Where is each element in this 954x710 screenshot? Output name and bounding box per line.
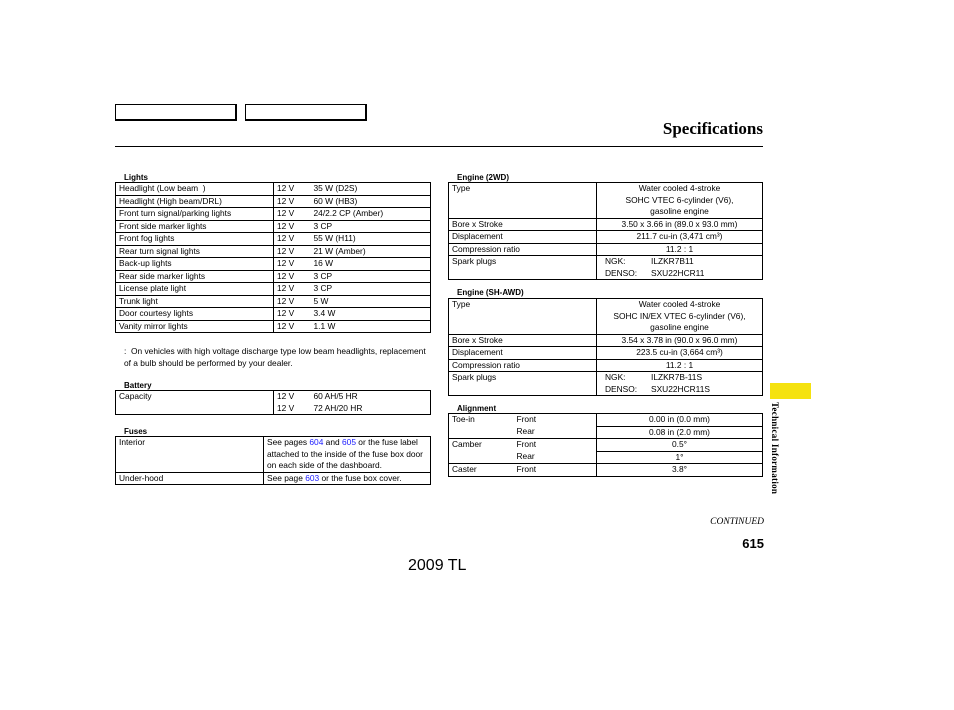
spark-label: Spark plugs bbox=[449, 256, 597, 280]
spark-label: Spark plugs bbox=[449, 372, 597, 396]
fuses-interior-label: Interior bbox=[116, 437, 264, 473]
light-rating: 5 W bbox=[311, 295, 431, 308]
light-rating: 3 CP bbox=[311, 220, 431, 233]
toein-rear-label: Rear bbox=[514, 426, 597, 439]
fuses-interior-value: See pages 604 and 605 or the fuse label attached to the inside of the fuse box door on each side of the dashboard. bbox=[264, 437, 431, 473]
compression-label: Compression ratio bbox=[449, 359, 597, 372]
alignment-heading: Alignment bbox=[457, 404, 497, 413]
table-row bbox=[116, 183, 431, 196]
lights-table bbox=[115, 182, 431, 333]
light-name: Headlight (High beam/DRL) bbox=[116, 195, 274, 208]
light-volts: 12 V bbox=[274, 183, 311, 196]
battery-heading: Battery bbox=[124, 381, 152, 390]
table-row bbox=[449, 414, 763, 427]
table-row bbox=[116, 308, 431, 321]
light-volts: 12 V bbox=[274, 283, 311, 296]
light-volts: 12 V bbox=[274, 233, 311, 246]
fuses-table bbox=[115, 436, 431, 485]
page-title: Specifications bbox=[662, 119, 763, 138]
compression-label: Compression ratio bbox=[449, 243, 597, 256]
engine-type-label: Type bbox=[449, 183, 597, 219]
displacement-label: Displacement bbox=[449, 347, 597, 360]
lights-heading: Lights bbox=[124, 173, 148, 182]
bore-value: 3.54 x 3.78 in (90.0 x 96.0 mm) bbox=[597, 334, 763, 347]
table-row bbox=[116, 245, 431, 258]
light-rating: 3 CP bbox=[311, 270, 431, 283]
nav-box-next[interactable] bbox=[245, 104, 367, 121]
fuses-underhood-value: See page 603 or the fuse box cover. bbox=[264, 472, 431, 485]
table-row bbox=[449, 183, 763, 219]
battery-label: Capacity bbox=[116, 391, 274, 415]
spark-value: NGK: ILZKR7B11 DENSO: SXU22HCR11 bbox=[597, 256, 763, 280]
light-name: Trunk light bbox=[116, 295, 274, 308]
light-rating: 3 CP bbox=[311, 283, 431, 296]
fuses-underhood-label: Under-hood bbox=[116, 472, 264, 485]
table-row bbox=[116, 233, 431, 246]
camber-front-value: 0.5° bbox=[597, 439, 763, 452]
compression-value: 11.2 : 1 bbox=[597, 359, 763, 372]
camber-label: Camber bbox=[449, 439, 514, 464]
alignment-table bbox=[448, 413, 763, 477]
table-row bbox=[116, 295, 431, 308]
table-row bbox=[116, 391, 431, 415]
toein-rear-value: 0.08 in (2.0 mm) bbox=[597, 426, 763, 439]
page-link-603[interactable]: 603 bbox=[305, 472, 320, 483]
light-rating: 24/2.2 CP (Amber) bbox=[311, 208, 431, 221]
model-label: 2009 TL bbox=[408, 557, 467, 574]
table-row bbox=[116, 195, 431, 208]
table-row bbox=[449, 299, 763, 335]
table-row bbox=[449, 334, 763, 347]
light-volts: 12 V bbox=[274, 308, 311, 321]
table-row bbox=[116, 270, 431, 283]
table-row bbox=[116, 283, 431, 296]
light-volts: 12 V bbox=[274, 320, 311, 333]
light-volts: 12 V bbox=[274, 245, 311, 258]
light-rating: 55 W (H11) bbox=[311, 233, 431, 246]
lights-note: : On vehicles with high voltage discharge type low beam headlights, replacement of a bulb should be performed by your dealer. bbox=[124, 346, 426, 368]
engine-type-value: Water cooled 4-stroke SOHC VTEC 6-cylinder (V6), gasoline engine bbox=[597, 183, 763, 219]
toein-label: Toe-in bbox=[449, 414, 514, 439]
engine-awd-table bbox=[448, 298, 763, 396]
table-row bbox=[449, 243, 763, 256]
compression-value: 11.2 : 1 bbox=[597, 243, 763, 256]
table-row bbox=[116, 220, 431, 233]
table-row bbox=[116, 208, 431, 221]
light-name: Rear turn signal lights bbox=[116, 245, 274, 258]
light-name: Vanity mirror lights bbox=[116, 320, 274, 333]
bore-label: Bore x Stroke bbox=[449, 334, 597, 347]
displacement-value: 211.7 cu-in (3,471 cm³) bbox=[597, 231, 763, 244]
caster-front-label: Front bbox=[514, 464, 597, 477]
table-row bbox=[449, 372, 763, 396]
header-rule bbox=[115, 146, 763, 147]
engine-type-label: Type bbox=[449, 299, 597, 335]
bore-value: 3.50 x 3.66 in (89.0 x 93.0 mm) bbox=[597, 218, 763, 231]
table-row bbox=[449, 464, 763, 477]
light-name: Rear side marker lights bbox=[116, 270, 274, 283]
bore-label: Bore x Stroke bbox=[449, 218, 597, 231]
table-row bbox=[449, 347, 763, 360]
toein-front-value: 0.00 in (0.0 mm) bbox=[597, 414, 763, 427]
engine-awd-heading: Engine (SH-AWD) bbox=[457, 288, 524, 297]
engine-2wd-heading: Engine (2WD) bbox=[457, 173, 509, 182]
light-name: Front fog lights bbox=[116, 233, 274, 246]
camber-rear-label: Rear bbox=[514, 451, 597, 464]
caster-front-value: 3.8° bbox=[597, 464, 763, 477]
light-name: License plate light bbox=[116, 283, 274, 296]
table-row bbox=[116, 320, 431, 333]
light-volts: 12 V bbox=[274, 220, 311, 233]
table-row bbox=[116, 258, 431, 271]
table-row bbox=[449, 256, 763, 280]
table-row bbox=[449, 359, 763, 372]
light-rating: 60 W (HB3) bbox=[311, 195, 431, 208]
engine-type-value: Water cooled 4-stroke SOHC IN/EX VTEC 6-cylinder (V6), gasoline engine bbox=[597, 299, 763, 335]
light-name: Front turn signal/parking lights bbox=[116, 208, 274, 221]
engine-2wd-table bbox=[448, 182, 763, 280]
table-row bbox=[449, 439, 763, 452]
light-name: Door courtesy lights bbox=[116, 308, 274, 321]
table-row bbox=[449, 231, 763, 244]
page-number: 615 bbox=[742, 536, 764, 551]
battery-volts: 12 V 12 V bbox=[274, 391, 311, 415]
spark-value: NGK: ILZKR7B-11S DENSO: SXU22HCR11S bbox=[597, 372, 763, 396]
battery-values: 60 AH/5 HR 72 AH/20 HR bbox=[311, 391, 431, 415]
page-link-605[interactable]: 605 bbox=[342, 437, 356, 447]
light-name: Headlight (Low beam ) bbox=[116, 183, 274, 196]
light-volts: 12 V bbox=[274, 258, 311, 271]
light-volts: 12 V bbox=[274, 295, 311, 308]
battery-table bbox=[115, 390, 431, 415]
table-row bbox=[449, 218, 763, 231]
light-rating: 21 W (Amber) bbox=[311, 245, 431, 258]
light-volts: 12 V bbox=[274, 270, 311, 283]
light-rating: 3.4 W bbox=[311, 308, 431, 321]
toein-front-label: Front bbox=[514, 414, 597, 427]
caster-label: Caster bbox=[449, 464, 514, 477]
displacement-value: 223.5 cu-in (3,664 cm³) bbox=[597, 347, 763, 360]
page-link-604[interactable]: 604 bbox=[309, 437, 324, 447]
light-volts: 12 V bbox=[274, 208, 311, 221]
section-tab bbox=[770, 383, 811, 399]
light-rating: 16 W bbox=[311, 258, 431, 271]
light-rating: 35 W (D2S) bbox=[311, 183, 431, 196]
light-name: Front side marker lights bbox=[116, 220, 274, 233]
displacement-label: Displacement bbox=[449, 231, 597, 244]
table-row bbox=[116, 437, 431, 473]
fuses-heading: Fuses bbox=[124, 427, 148, 436]
table-row bbox=[116, 472, 431, 485]
light-volts: 12 V bbox=[274, 195, 311, 208]
section-tab-label: Technical Information bbox=[770, 402, 780, 495]
light-name: Back-up lights bbox=[116, 258, 274, 271]
camber-rear-value: 1° bbox=[597, 451, 763, 464]
camber-front-label: Front bbox=[514, 439, 597, 452]
nav-box-prev[interactable] bbox=[115, 104, 237, 121]
light-rating: 1.1 W bbox=[311, 320, 431, 333]
continued-label: CONTINUED bbox=[710, 517, 764, 527]
